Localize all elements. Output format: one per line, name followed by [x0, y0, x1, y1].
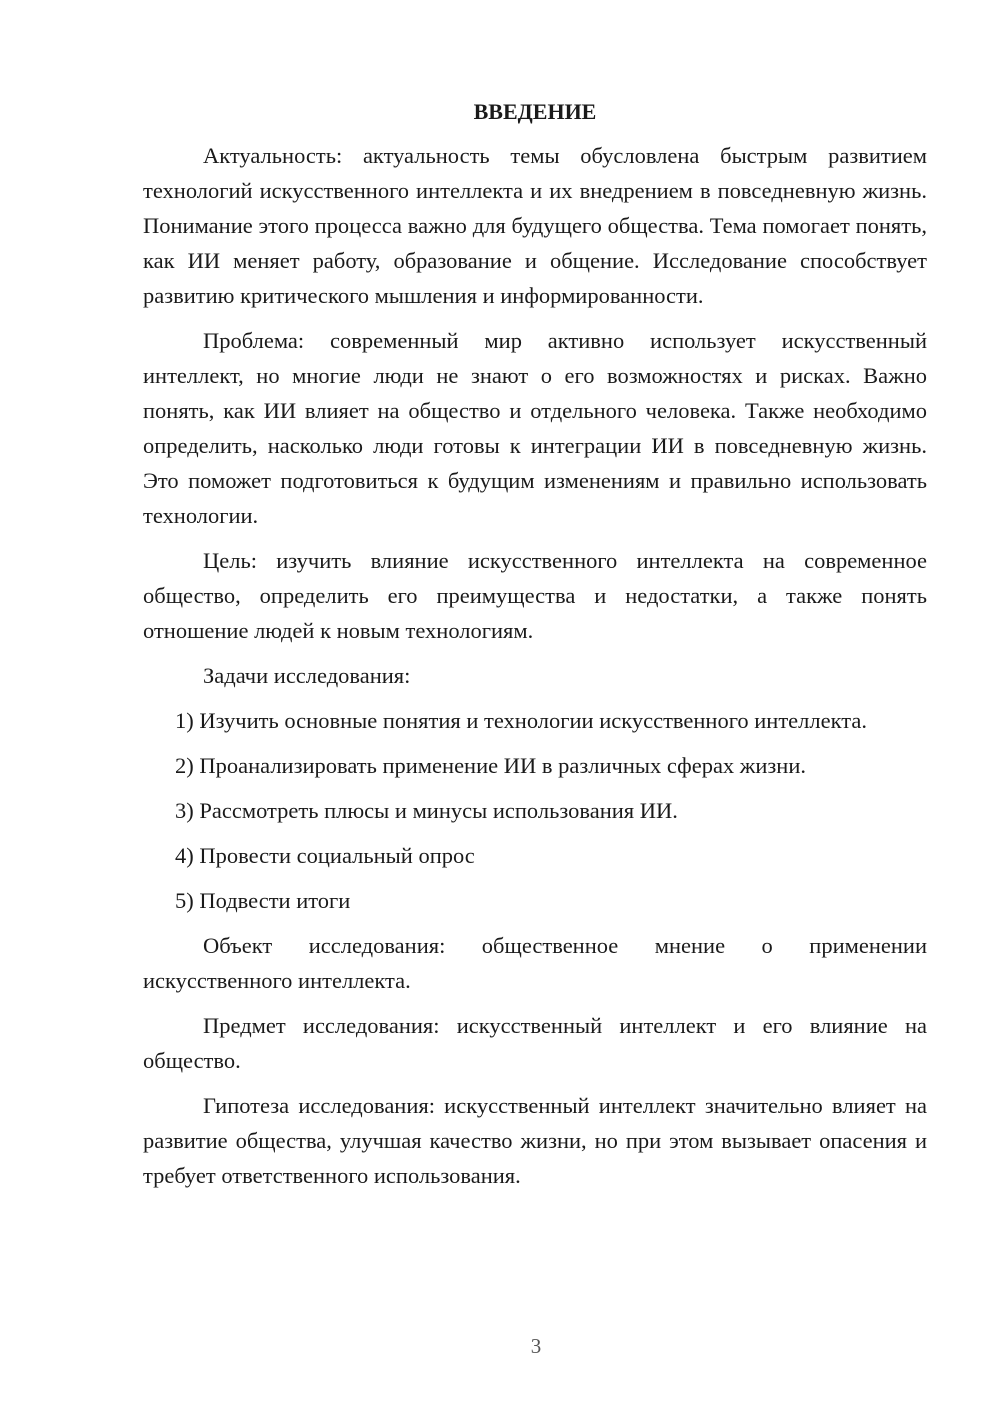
page-number: 3	[530, 1334, 542, 1358]
task-item-2: 2) Проанализировать применение ИИ в различных сферах жизни.	[175, 753, 806, 778]
task-item-3: 3) Рассмотреть плюсы и минусы использования ИИ.	[175, 798, 678, 823]
paragraph-relevance: Актуальность: актуальность темы обусловлена быстрым развитием технологий искусственного интеллекта и их внедрением в повседневную жизнь. Понимание этого процесса важно для будущего общества. Тема помогает понять, как ИИ меняет работу, образование и общение. Исследование способствует развитию критического мышления и информированности.	[143, 143, 927, 308]
task-item-1: 1) Изучить основные понятия и технологии искусственного интеллекта.	[175, 708, 867, 733]
paragraph-subject: Предмет исследования: искусственный интеллект и его влияние на общество.	[143, 1013, 927, 1073]
paragraph-hypothesis: Гипотеза исследования: искусственный интеллект значительно влияет на развитие общества, улучшая качество жизни, но при этом вызывает опасения и требует ответственного использования.	[143, 1093, 927, 1188]
page-content	[143, 98, 927, 1203]
task-item-5: 5) Подвести итоги	[175, 888, 351, 913]
paragraph-goal: Цель: изучить влияние искусственного интеллекта на современное общество, определить его преимущества и недостатки, а также понять отношение людей к новым технологиям.	[143, 548, 927, 643]
paragraph-problem: Проблема: современный мир активно использует искусственный интеллект, но многие люди не знают о его возможностях и рисках. Важно понять, как ИИ влияет на общество и отдельного человека. Также необходимо определить, насколько люди готовы к интеграции ИИ в повседневную жизнь. Это поможет подготовиться к будущим изменениям и правильно использовать технологии.	[143, 328, 927, 528]
paragraph-object: Объект исследования: общественное мнение о применении искусственного интеллекта.	[143, 933, 927, 993]
tasks-title: Задачи исследования:	[203, 663, 411, 688]
task-item-4: 4) Провести социальный опрос	[175, 843, 475, 868]
tasks-list	[143, 703, 927, 918]
section-heading: ВВЕДЕНИЕ	[473, 99, 597, 124]
